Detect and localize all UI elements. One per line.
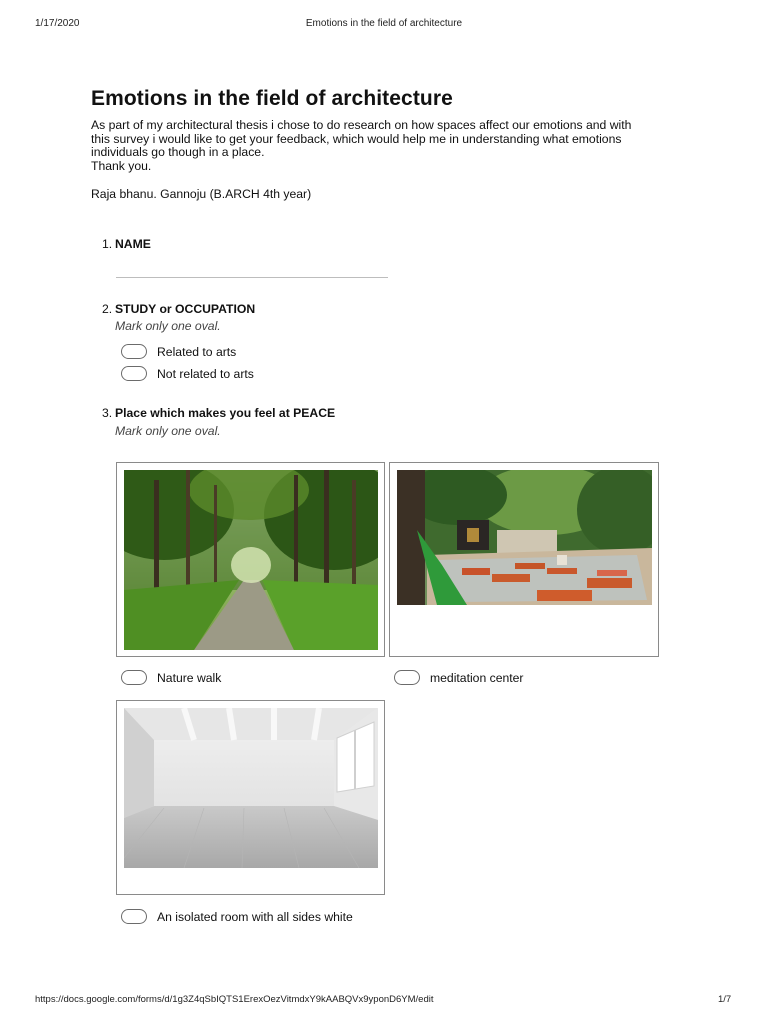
footer-url: https://docs.google.com/forms/d/1g3Z4qSbIQTS1ErexOezVitmdxY9kAABQVx9yponD6YM/edit: [35, 994, 434, 1005]
intro-line: individuals go though in a place.: [91, 145, 265, 160]
white-room-photo: [124, 708, 378, 868]
page-number: 1/7: [718, 994, 732, 1005]
question-hint: Mark only one oval.: [115, 424, 221, 438]
option-label: meditation center: [430, 670, 524, 685]
option-label: Nature walk: [157, 670, 222, 685]
question-hint: Mark only one oval.: [115, 319, 221, 333]
intro-line: this survey i would like to get your feedback, which would help me in understanding what emotions: [91, 131, 622, 146]
question-number: 1.: [102, 237, 113, 251]
image-card-meditation-center: [389, 462, 659, 657]
radio-oval[interactable]: [121, 909, 147, 924]
form-description: [91, 119, 666, 173]
form-title: Emotions in the field of architecture: [91, 87, 453, 110]
print-date: 1/17/2020: [35, 18, 80, 29]
intro-line: Thank you.: [91, 158, 152, 173]
question-number: 2.: [102, 302, 113, 316]
option-label: An isolated room with all sides white: [157, 909, 353, 924]
forest-path-photo: [124, 470, 378, 650]
meditation-courtyard-photo: [397, 470, 652, 605]
print-title: Emotions in the field of architecture: [305, 18, 463, 29]
option-nature-walk[interactable]: [121, 670, 221, 685]
question-title-peace: Place which makes you feel at PEACE: [115, 406, 336, 420]
option-label: Related to arts: [157, 344, 237, 359]
radio-oval[interactable]: [121, 670, 147, 685]
form-author: Raja bhanu. Gannoju (B.ARCH 4th year): [91, 187, 312, 201]
question-number: 3.: [102, 406, 113, 420]
radio-oval[interactable]: [394, 670, 420, 685]
option-label: Not related to arts: [157, 366, 254, 381]
name-answer-field[interactable]: [116, 277, 388, 278]
radio-oval[interactable]: [121, 366, 147, 381]
question-title-name: NAME: [115, 237, 151, 251]
image-card-white-room: [116, 700, 385, 895]
question-title-occupation: STUDY or OCCUPATION: [115, 302, 256, 316]
radio-oval[interactable]: [121, 344, 147, 359]
option-meditation-center[interactable]: [394, 670, 524, 685]
image-card-nature-walk: [116, 462, 385, 657]
option-isolated-white-room[interactable]: [121, 909, 353, 924]
option-not-related-to-arts[interactable]: [121, 366, 254, 381]
intro-line: As part of my architectural thesis i chose to do research on how spaces affect our emotions and with: [91, 118, 632, 132]
option-related-to-arts[interactable]: [121, 344, 236, 359]
